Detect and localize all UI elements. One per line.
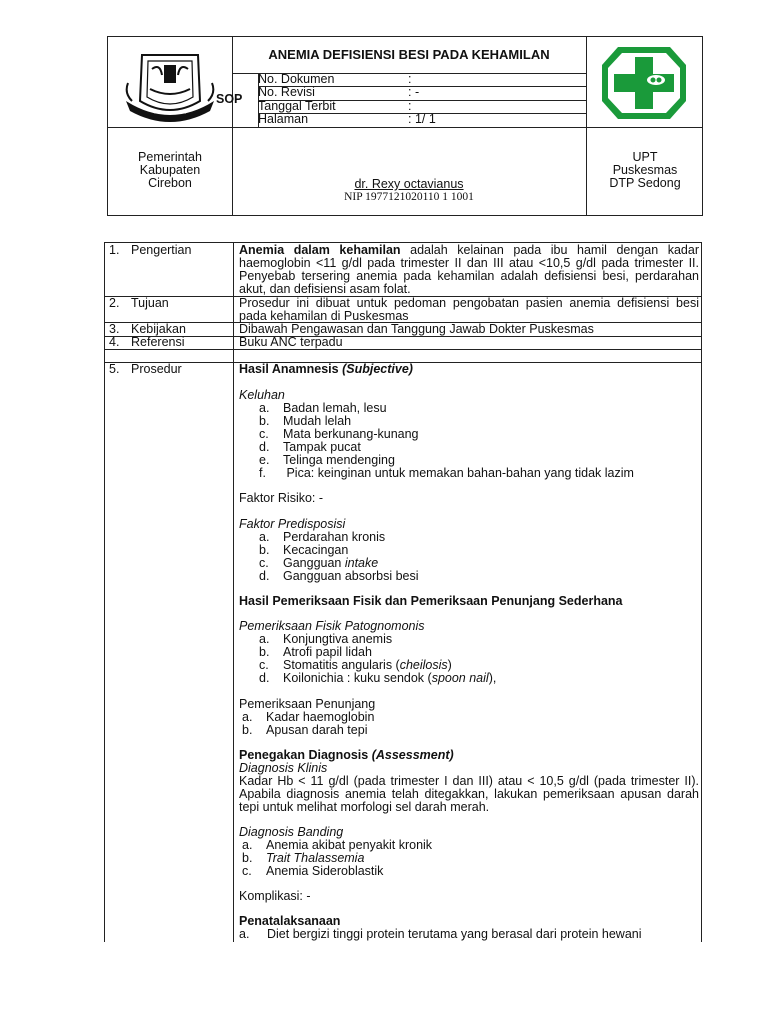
pemeriksaan-fisik-heading: Hasil Pemeriksaan Fisik dan Pemeriksaan Penunjang Sederhana xyxy=(239,594,623,608)
org-line: Cirebon xyxy=(148,176,192,190)
list-text: Kecacingan xyxy=(283,543,349,557)
list-text: Gangguan xyxy=(283,556,345,570)
meta-value: : - xyxy=(408,85,420,99)
signer-block xyxy=(232,177,586,204)
list-text-italic: intake xyxy=(344,556,379,570)
diagnosis-title: Penegakan Diagnosis xyxy=(239,748,369,762)
section-number: 3. xyxy=(109,322,120,336)
left-organization xyxy=(108,151,232,190)
list-marker: a. xyxy=(242,710,253,724)
section-name: Prosedur xyxy=(131,362,182,376)
kabupaten-cirebon-emblem-icon xyxy=(122,49,218,125)
list-text-italic: Trait Thalassemia xyxy=(266,851,365,865)
list-text: Diet bergizi tinggi protein terutama yang berasal dari protein hewani xyxy=(267,927,642,941)
keluhan-heading: Keluhan xyxy=(239,388,285,402)
meta-value: : xyxy=(408,72,412,86)
list-text-after: ), xyxy=(488,671,497,685)
list-marker: b. xyxy=(242,851,253,865)
list-marker: c. xyxy=(242,864,252,878)
column-divider xyxy=(233,243,234,942)
header-divider xyxy=(108,127,702,128)
meta-label: Tanggal Terbit xyxy=(258,99,336,113)
list-marker: d. xyxy=(259,671,270,685)
list-text: Stomatitis angularis ( xyxy=(283,658,400,672)
list-marker: a. xyxy=(259,530,270,544)
section-number: 1. xyxy=(109,243,120,257)
list-marker: b. xyxy=(242,723,253,737)
anamnesis-heading xyxy=(239,363,699,376)
komplikasi: Komplikasi: - xyxy=(239,889,311,903)
section-number: 4. xyxy=(109,335,120,349)
list-marker: d. xyxy=(259,569,270,583)
klinis-heading: Diagnosis Klinis xyxy=(239,761,328,775)
list-marker: a. xyxy=(259,401,270,415)
list-marker: a. xyxy=(242,838,253,852)
sop-content-table xyxy=(104,242,702,942)
patognomonis-heading: Pemeriksaan Fisik Patognomonis xyxy=(239,619,425,633)
signer-name: dr. Rexy octavianus xyxy=(354,177,464,191)
list-text: Atrofi papil lidah xyxy=(283,645,372,659)
list-marker: b. xyxy=(259,543,270,557)
list-text: Anemia akibat penyakit kronik xyxy=(266,838,433,852)
list-text: Kadar haemoglobin xyxy=(266,710,375,724)
section-name: Pengertian xyxy=(131,243,192,257)
referensi-text: Buku ANC terpadu xyxy=(239,335,343,349)
list-marker: a. xyxy=(259,632,270,646)
section-number: 5. xyxy=(109,362,120,376)
svg-text:~ ~ ~ ~ ~ ~: ~ ~ ~ ~ ~ ~ xyxy=(153,111,187,117)
diagnosis-subtitle: (Assessment) xyxy=(371,748,454,762)
list-text: Badan lemah, lesu xyxy=(283,401,387,415)
penatalaksanaan-heading: Penatalaksanaan xyxy=(239,914,341,928)
section-label-pengertian xyxy=(109,244,191,257)
list-marker: c. xyxy=(259,556,269,570)
klinis-text: Kadar Hb < 11 g/dl (pada trimester I dan III) atau < 10,5 g/dl (pada trimester II). Apabila diagnosis anemia telah ditegakkan, lakukan pemeriksaan apusan darah tepi untuk melihat morfologi sel darah merah. xyxy=(239,774,699,814)
sop-header-table xyxy=(107,36,703,216)
section-label-referensi xyxy=(109,336,185,349)
section-number: 2. xyxy=(109,296,120,310)
banding-heading: Diagnosis Banding xyxy=(239,825,344,839)
pengertian-text xyxy=(239,244,699,296)
puskesmas-cross-logo-icon xyxy=(598,43,690,123)
list-marker: c. xyxy=(259,658,269,672)
list-text-after: ) xyxy=(447,658,452,672)
org-line: Kabupaten xyxy=(139,163,201,177)
document-title: ANEMIA DEFISIENSI BESI PADA KEHAMILAN xyxy=(268,47,550,62)
list-item xyxy=(242,724,367,737)
meta-label: No. Revisi xyxy=(258,85,315,99)
org-line: Pemerintah xyxy=(138,150,202,164)
list-text-italic: cheilosis xyxy=(399,658,448,672)
list-text: Tampak pucat xyxy=(283,440,361,454)
list-marker: f. xyxy=(259,466,266,480)
meta-label: No. Dokumen xyxy=(258,72,335,86)
org-line: UPT xyxy=(632,150,658,164)
list-marker: d. xyxy=(259,440,270,454)
list-text: Mudah lelah xyxy=(283,414,352,428)
list-marker: e. xyxy=(259,453,270,467)
org-line: Puskesmas xyxy=(612,163,678,177)
list-text: Mata berkunang-kunang xyxy=(283,427,419,441)
list-item xyxy=(259,672,496,685)
section-label-prosedur xyxy=(109,363,182,376)
list-marker: b. xyxy=(259,645,270,659)
pengertian-lead: Anemia dalam kehamilan xyxy=(239,243,401,257)
tujuan-text: Prosedur ini dibuat untuk pedoman pengobatan pasien anemia defisiensi besi pada kehamilan di Puskesmas xyxy=(239,296,699,323)
meta-label: Halaman xyxy=(258,112,309,126)
meta-row-halaman xyxy=(258,113,588,126)
section-name: Tujuan xyxy=(131,296,169,310)
meta-value: : xyxy=(408,99,412,113)
list-marker: a. xyxy=(239,927,250,941)
list-item xyxy=(239,928,642,941)
list-text: Anemia Sideroblastik xyxy=(266,864,384,878)
section-label-tujuan xyxy=(109,297,169,310)
pengertian-body: adalah kelainan pada ibu hamil dengan kadar haemoglobin <11 g/dl pada trimester II dan III atau <10,5 g/dl pada trimester II. Penyebab tersering anemia pada kehamilan adalah defisiensi besi, perdarahan akut, dan defisiensi asam folat. xyxy=(239,243,699,296)
list-text: Telinga mendenging xyxy=(283,453,395,467)
org-line: DTP Sedong xyxy=(609,176,681,190)
list-text: Perdarahan kronis xyxy=(283,530,386,544)
sop-label: SOP xyxy=(216,92,243,106)
list-marker: c. xyxy=(259,427,269,441)
list-item xyxy=(259,570,419,583)
signer-nip: NIP 1977121020110 1 1001 xyxy=(344,191,474,203)
list-text-italic: spoon nail xyxy=(431,671,489,685)
list-text: Gangguan absorbsi besi xyxy=(283,569,419,583)
predisposisi-heading: Faktor Predisposisi xyxy=(239,517,346,531)
list-item xyxy=(242,865,383,878)
meta-value: : 1/ 1 xyxy=(408,112,436,126)
list-text: Pica: keinginan untuk memakan bahan-bahan yang tidak lazim xyxy=(283,466,634,480)
list-marker: b. xyxy=(259,414,270,428)
faktor-risiko: Faktor Risiko: - xyxy=(239,491,324,505)
right-organization xyxy=(586,151,704,190)
row-divider xyxy=(105,349,701,350)
kebijakan-text: Dibawah Pengawasan dan Tanggung Jawab Dokter Puskesmas xyxy=(239,322,594,336)
section-name: Kebijakan xyxy=(131,322,186,336)
meta-row-revisi xyxy=(258,86,588,99)
list-text: Apusan darah tepi xyxy=(266,723,368,737)
anamnesis-title: Hasil Anamnesis xyxy=(239,362,339,376)
section-name: Referensi xyxy=(131,335,185,349)
list-text: Konjungtiva anemis xyxy=(283,632,393,646)
list-text: Koilonichia : kuku sendok ( xyxy=(283,671,432,685)
list-item xyxy=(259,467,634,480)
anamnesis-subtitle: (Subjective) xyxy=(342,362,413,376)
penunjang-heading: Pemeriksaan Penunjang xyxy=(239,697,376,711)
